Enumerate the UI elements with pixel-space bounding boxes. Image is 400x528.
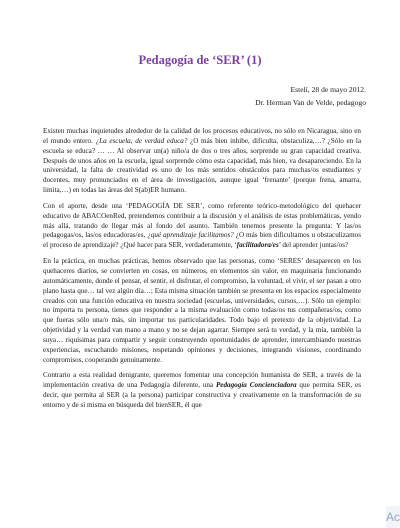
text-run: facilitadora/es [236, 241, 279, 250]
paragraph-4 [43, 371, 361, 410]
paragraph-2 [43, 202, 361, 251]
author-line: Dr. Herman Van de Velde, pedagogo [255, 98, 366, 107]
text-run: ¿O más bien inhibe, dificulta, obstaculiza,…? ¿Sólo en la escuela se educa? … … Al observar un(a) niño/a de dos o tres años, sorprende su gran capacidad creativa. Después de unos años en la escuela, igual sorprende cómo esta capacidad, más bien, va desapareciendo. En la universidad, la falta de creatividad es uno de los más sentidos obstáculos para muchas/os estudiantes y docentes, muy pronunciados en el área de investigación, aunque igual ‘frenante’ (porque frena, amarra, limita,…) en todas las áreas del S(ab)ER humano. [43, 136, 361, 195]
text-run: Existen muchas inquietudes alrededor de la calidad de los procesos educativos, no sólo en Nicaragua, sino en el mundo entero. [43, 127, 361, 145]
text-run: ¿qué aprendizaje facilitamos? [147, 231, 234, 240]
text-run: En la práctica, en muchas prácticas, hemos observado que las personas, como ‘SERES’ desaparecen en los quehaceres diarios, se convierten en cosas, en números, en elementos sin valor, en maquinaria funcionando automáticamente, donde el pensar, el sentir, el disfrutar, el compromiso, la voluntad, el vivir, el ser pasan a otro plano hasta que… tal vez algún día…; Esta misma situación también se presenta en los espacios especialmente creados con una función educativa en nuestra sociedad (escuelas, universidades, cursos,…). Sólo un ejemplo: no importa tu persona, tienes que responder a la misma evaluación como todas/os tus compañeras/os, como que fueras sólo una/o más, sin importar tus particularidades. Todo bajo el pretexto de la objetividad. La objetividad y la verdad van mano a mano y no se dejan agarrar. Siempre será tu verdad, y la mía, también la suya… riquísimas para compartir y seguir construyendo oportunidades de aprender, intercambiando nuestras experiencias, escuchando misiones, respetando opiniones y decisiones, integrando visiones, coordinando compromisos, cooperando genuinamente. [43, 257, 361, 364]
text-run: Pedagogía Concienciadora [215, 381, 297, 390]
text-run: ¿La escuela, de verdad educa? [95, 136, 188, 145]
text-run: ¿O más bien dificultamos u obstaculizamos el proceso de aprendizaje? ¿Qué hacer para SER, verdaderamente, ‘ [43, 231, 361, 250]
viewer-corner-badge[interactable]: Ac [386, 506, 400, 528]
place-date: Estelí, 28 de mayo 2012. [290, 85, 366, 94]
text-run: ’ del aprender juntas/os? [278, 241, 349, 250]
text-run: Contrario a esta realidad denigrante, queremos fomentar una concepción humanista de SER, a través de la implementación creativa de una Pedagogía diferente, una [43, 371, 361, 390]
document-body [43, 127, 361, 417]
text-run: Con el aporte, desde una ‘PEDAGOGÍA DE SER’, como referente teórico-metodológico del quehacer educativo de ABACOenRed, pretendemos contribuir a la discusión y el análisis de estas problemáticas, yendo más allá, tratando de llegar más al fondo del asunto. También tenemos presente la pregunta: Y las/os pedagogas/os, las/os educadoras/es, [43, 201, 361, 240]
paragraph-3 [43, 257, 361, 365]
paragraph-1 [43, 127, 361, 196]
document-title: Pedagogía de ‘SER’ (1) [138, 53, 262, 67]
text-run: que permita SER, es decir, que permita al SER (a la persona) participar constructiva y creativamente en la transformación de su entorno y de sí misma en búsqueda del bienSER, él que [43, 381, 361, 409]
